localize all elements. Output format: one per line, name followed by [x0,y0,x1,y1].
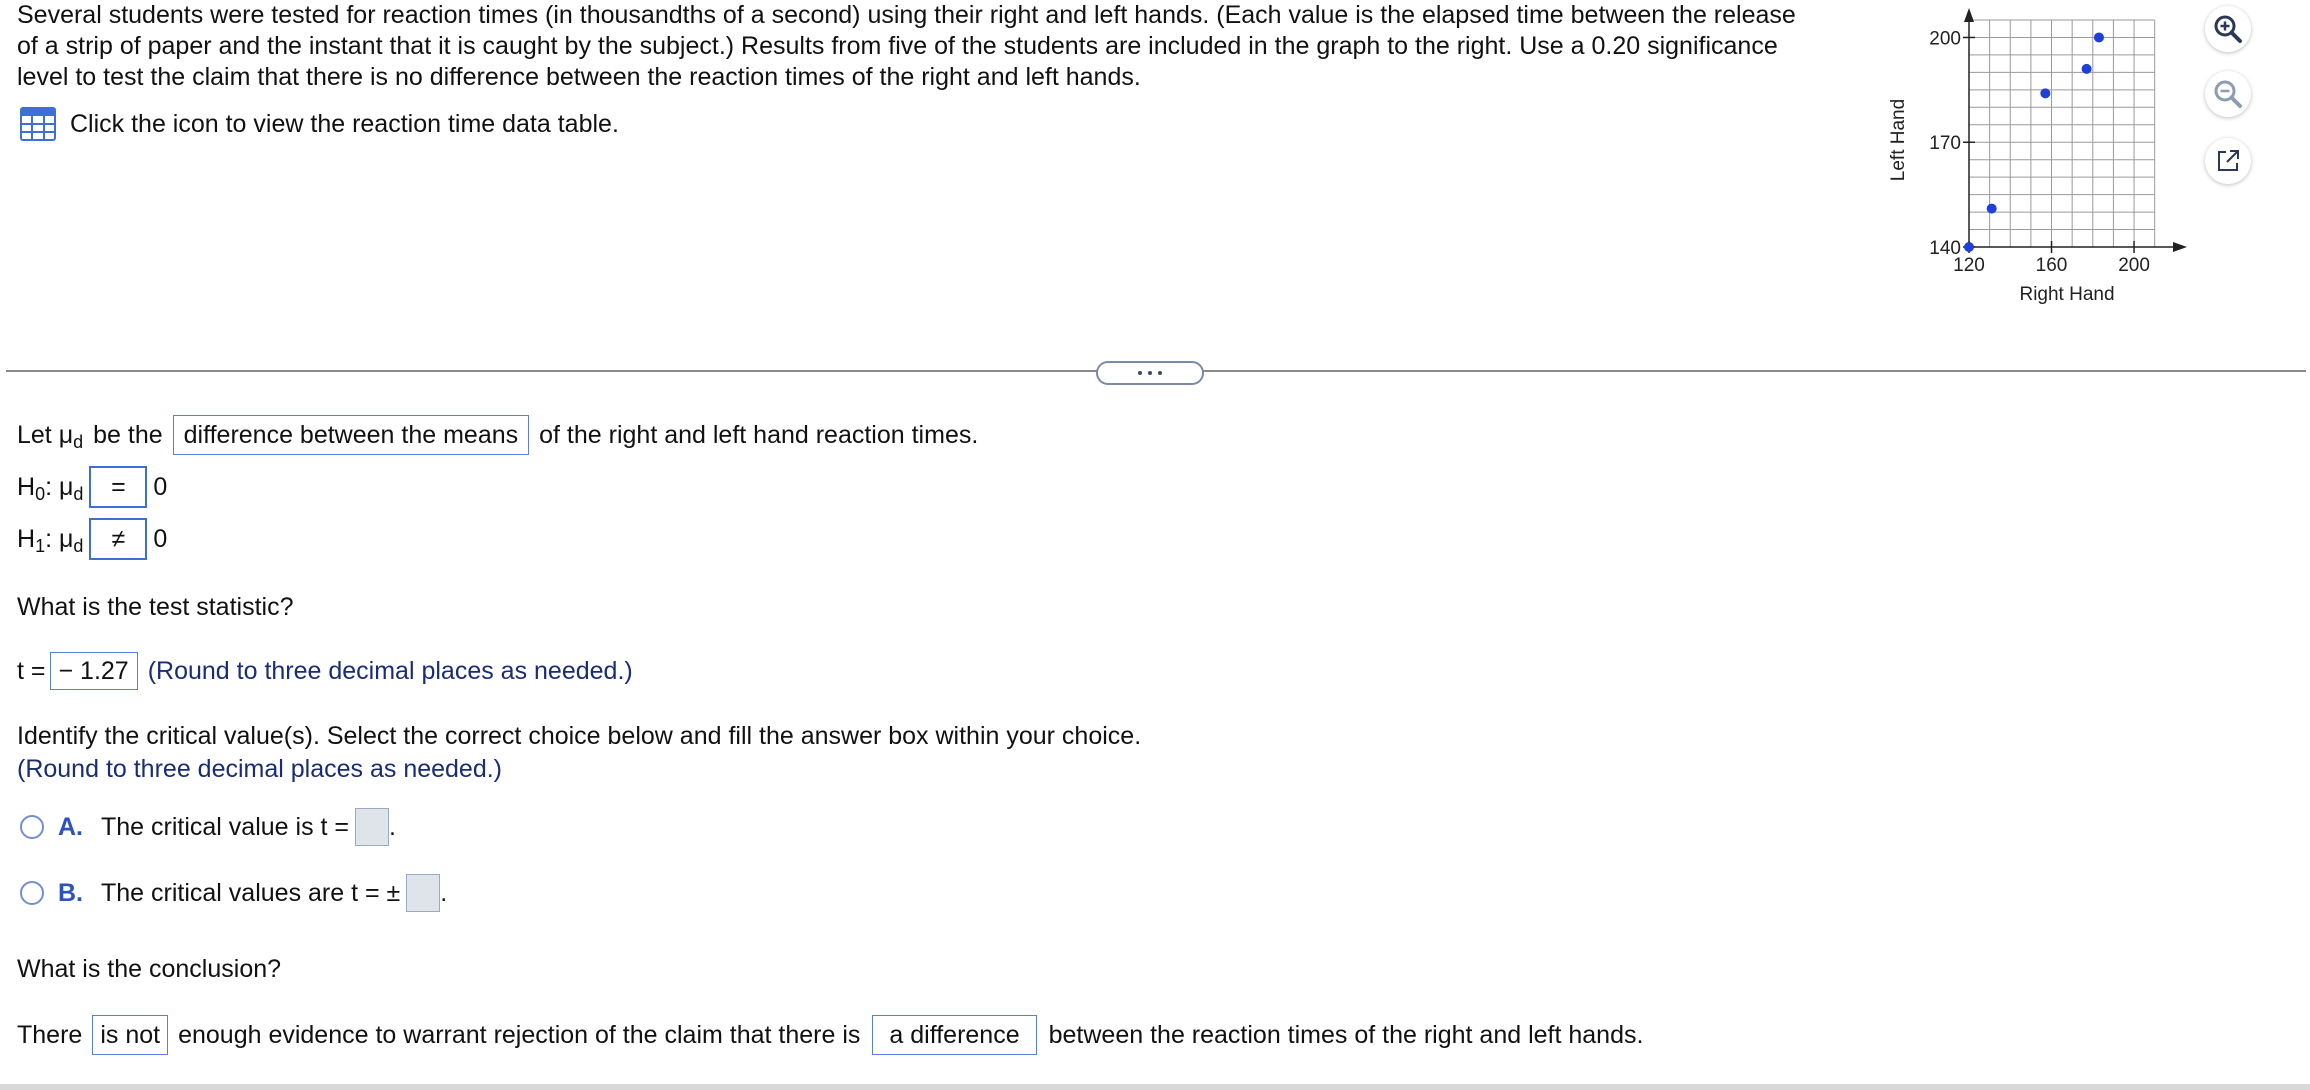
option-b-letter: B. [58,878,83,907]
data-point [1964,242,1974,252]
h0-line [17,466,167,508]
option-a[interactable] [20,808,396,846]
option-a-text: The critical value is t = [101,812,350,841]
x-tick-label: 120 [1953,255,1985,276]
dot [1148,371,1152,375]
test-statistic-line [17,652,633,690]
round-note: (Round to three decimal places as needed.) [147,656,633,685]
option-a-letter: A. [58,812,83,841]
option-b[interactable] [20,874,447,912]
h1-mu-subscript: d [73,535,84,556]
x-axis-label: Right Hand [2019,284,2115,305]
data-point [2082,64,2092,74]
y-axis-label: Left Hand [1888,98,1909,182]
problem-line-1: Several students were tested for reaction times (in thousandths of a second) using their right and left hands. (Each value is the elapsed time between the release [17,1,1796,29]
conclusion-middle: enough evidence to warrant rejection of the claim that there is [178,1020,861,1049]
conclusion-prefix: There [17,1020,83,1049]
scatter-chart [1880,5,2210,315]
data-point [1987,204,1997,214]
h1-operator-box[interactable]: ≠ [89,518,147,560]
h1-mu: : μ [45,524,74,553]
dot [1158,371,1162,375]
bottom-scrollbar [0,1084,2310,1090]
let-prefix: Let μ [17,420,74,449]
period: . [389,812,396,841]
problem-line-2: of a strip of paper and the instant that it is caught by the subject.) Results from five of the students are included in the graph to the right. Use a 0.20 significance [17,32,1778,60]
scatter-graph [1880,5,2210,315]
conclusion-question: What is the conclusion? [17,955,282,983]
critical-question: Identify the critical value(s). Select the correct choice below and fill the answer box within your choice. [17,722,1142,750]
option-a-radio[interactable] [20,815,44,839]
zoom-out-button[interactable] [2205,71,2251,117]
test-statistic-question: What is the test statistic? [17,593,294,621]
data-point [2094,32,2104,42]
h0-value: 0 [153,472,168,501]
option-b-radio[interactable] [20,881,44,905]
h0-operator-box[interactable]: = [89,466,147,508]
zoom-out-icon[interactable] [2213,79,2243,109]
h0-mu: : μ [45,472,74,501]
zoom-in-button[interactable] [2205,6,2251,52]
problem-statement [17,0,1877,93]
dot [1138,371,1142,375]
h1-label: H [17,524,36,553]
y-tick-label: 200 [1929,28,1961,50]
let-suffix: of the right and left hand reaction times. [539,420,979,449]
conclusion-line [17,1015,1643,1055]
period: . [440,878,448,907]
option-a-answer-box[interactable] [355,808,389,846]
problem-line-3: level to test the claim that there is no difference between the reaction times of the right and left hands. [17,63,1141,91]
parameter-answer-box[interactable]: difference between the means [173,415,530,455]
conclusion-answer-1[interactable]: is not [92,1015,168,1055]
critical-round-note: (Round to three decimal places as needed.) [17,755,503,783]
conclusion-suffix: between the reaction times of the right and left hands. [1048,1020,1644,1049]
x-tick-label: 160 [2035,255,2068,276]
data-table-link-text[interactable]: Click the icon to view the reaction time data table. [70,109,619,138]
data-table-icon[interactable] [20,107,56,141]
x-axis-arrow [2173,242,2187,252]
y-tick-label: 140 [1929,238,1961,259]
subscript-d: d [73,431,84,452]
data-table-link[interactable] [20,107,619,141]
popout-button[interactable] [2205,138,2251,184]
popout-icon[interactable] [2215,148,2241,174]
h0-mu-subscript: d [73,483,84,504]
x-tick-label: 200 [2118,255,2150,276]
h1-value: 0 [153,524,168,553]
y-tick-label: 170 [1929,133,1961,155]
conclusion-answer-2[interactable]: a difference [872,1015,1036,1055]
h0-label: H [17,472,36,501]
zoom-in-icon[interactable] [2213,14,2243,44]
y-axis-arrow [1964,8,1974,22]
h1-subscript: 1 [35,535,46,556]
h0-subscript: 0 [35,483,46,504]
option-b-answer-box[interactable] [406,874,440,912]
let-mid: be the [93,420,163,449]
data-point [2040,88,2050,98]
expand-handle[interactable] [1096,361,1204,385]
t-value-box[interactable]: − 1.27 [50,652,138,690]
option-b-text: The critical values are t = ± [101,878,401,907]
t-label: t = [17,656,46,685]
h1-line [17,518,167,560]
let-mu-line [17,415,978,455]
